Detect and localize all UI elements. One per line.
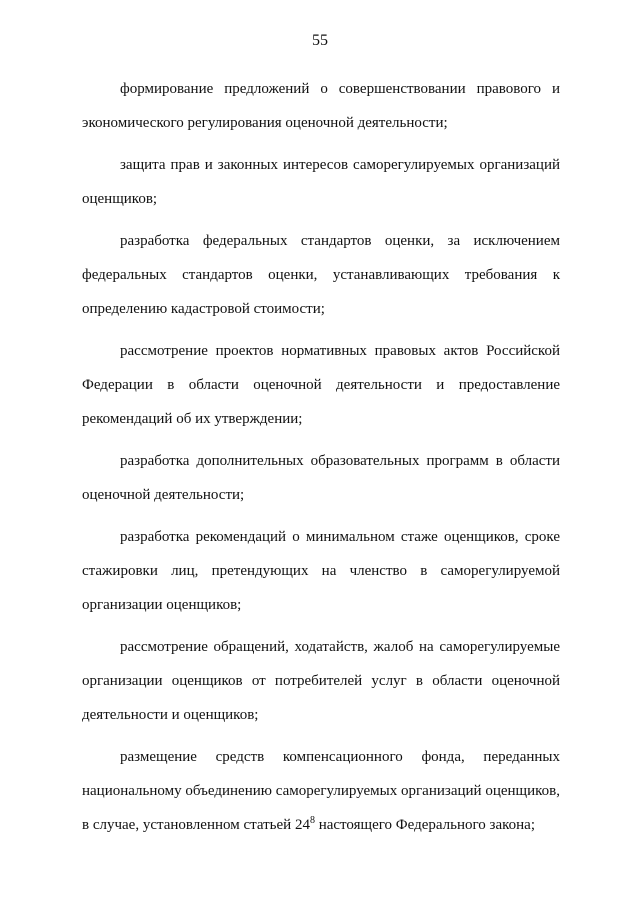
- paragraph-draft-acts-review: рассмотрение проектов нормативных правовых актов Российской Федерации в области оценочной деятельности и предоставление рекомендаций об их утверждении;: [82, 343, 560, 427]
- paragraph-education-programs: разработка дополнительных образовательных программ в области оценочной деятельности;: [82, 453, 560, 503]
- paragraph-standards-development: разработка федеральных стандартов оценки, за исключением федеральных стандартов оценки, устанавливающих требования к определению кадастровой стоимости;: [82, 233, 560, 317]
- paragraph-complaints-review: рассмотрение обращений, ходатайств, жалоб на саморегулируемые организации оценщиков от потребителей услуг в области оценочной деятельности и оценщиков;: [82, 639, 560, 723]
- paragraph-experience-recommendations: разработка рекомендаций о минимальном стаже оценщиков, сроке стажировки лиц, претендующих на членство в саморегулируемой организации оценщиков;: [82, 529, 560, 613]
- paragraph-compensation-fund: [82, 740, 560, 842]
- compensation-fund-text-end: настоящего Федерального закона;: [314, 817, 535, 833]
- paragraph-proposals: формирование предложений о совершенствовании правового и экономического регулирования оценочной деятельности;: [82, 81, 560, 131]
- document-body: [82, 72, 560, 842]
- page-number: 55: [312, 32, 328, 49]
- paragraph-rights-protection: защита прав и законных интересов саморегулируемых организаций оценщиков;: [82, 157, 560, 207]
- article-superscript: 8: [309, 815, 315, 826]
- compensation-fund-text: размещение средств компенсационного фонда, переданных национальному объединению саморегулируемых организаций оценщиков,: [82, 749, 560, 799]
- compensation-fund-text-cont: в случае, установленном статьей 24: [82, 817, 310, 833]
